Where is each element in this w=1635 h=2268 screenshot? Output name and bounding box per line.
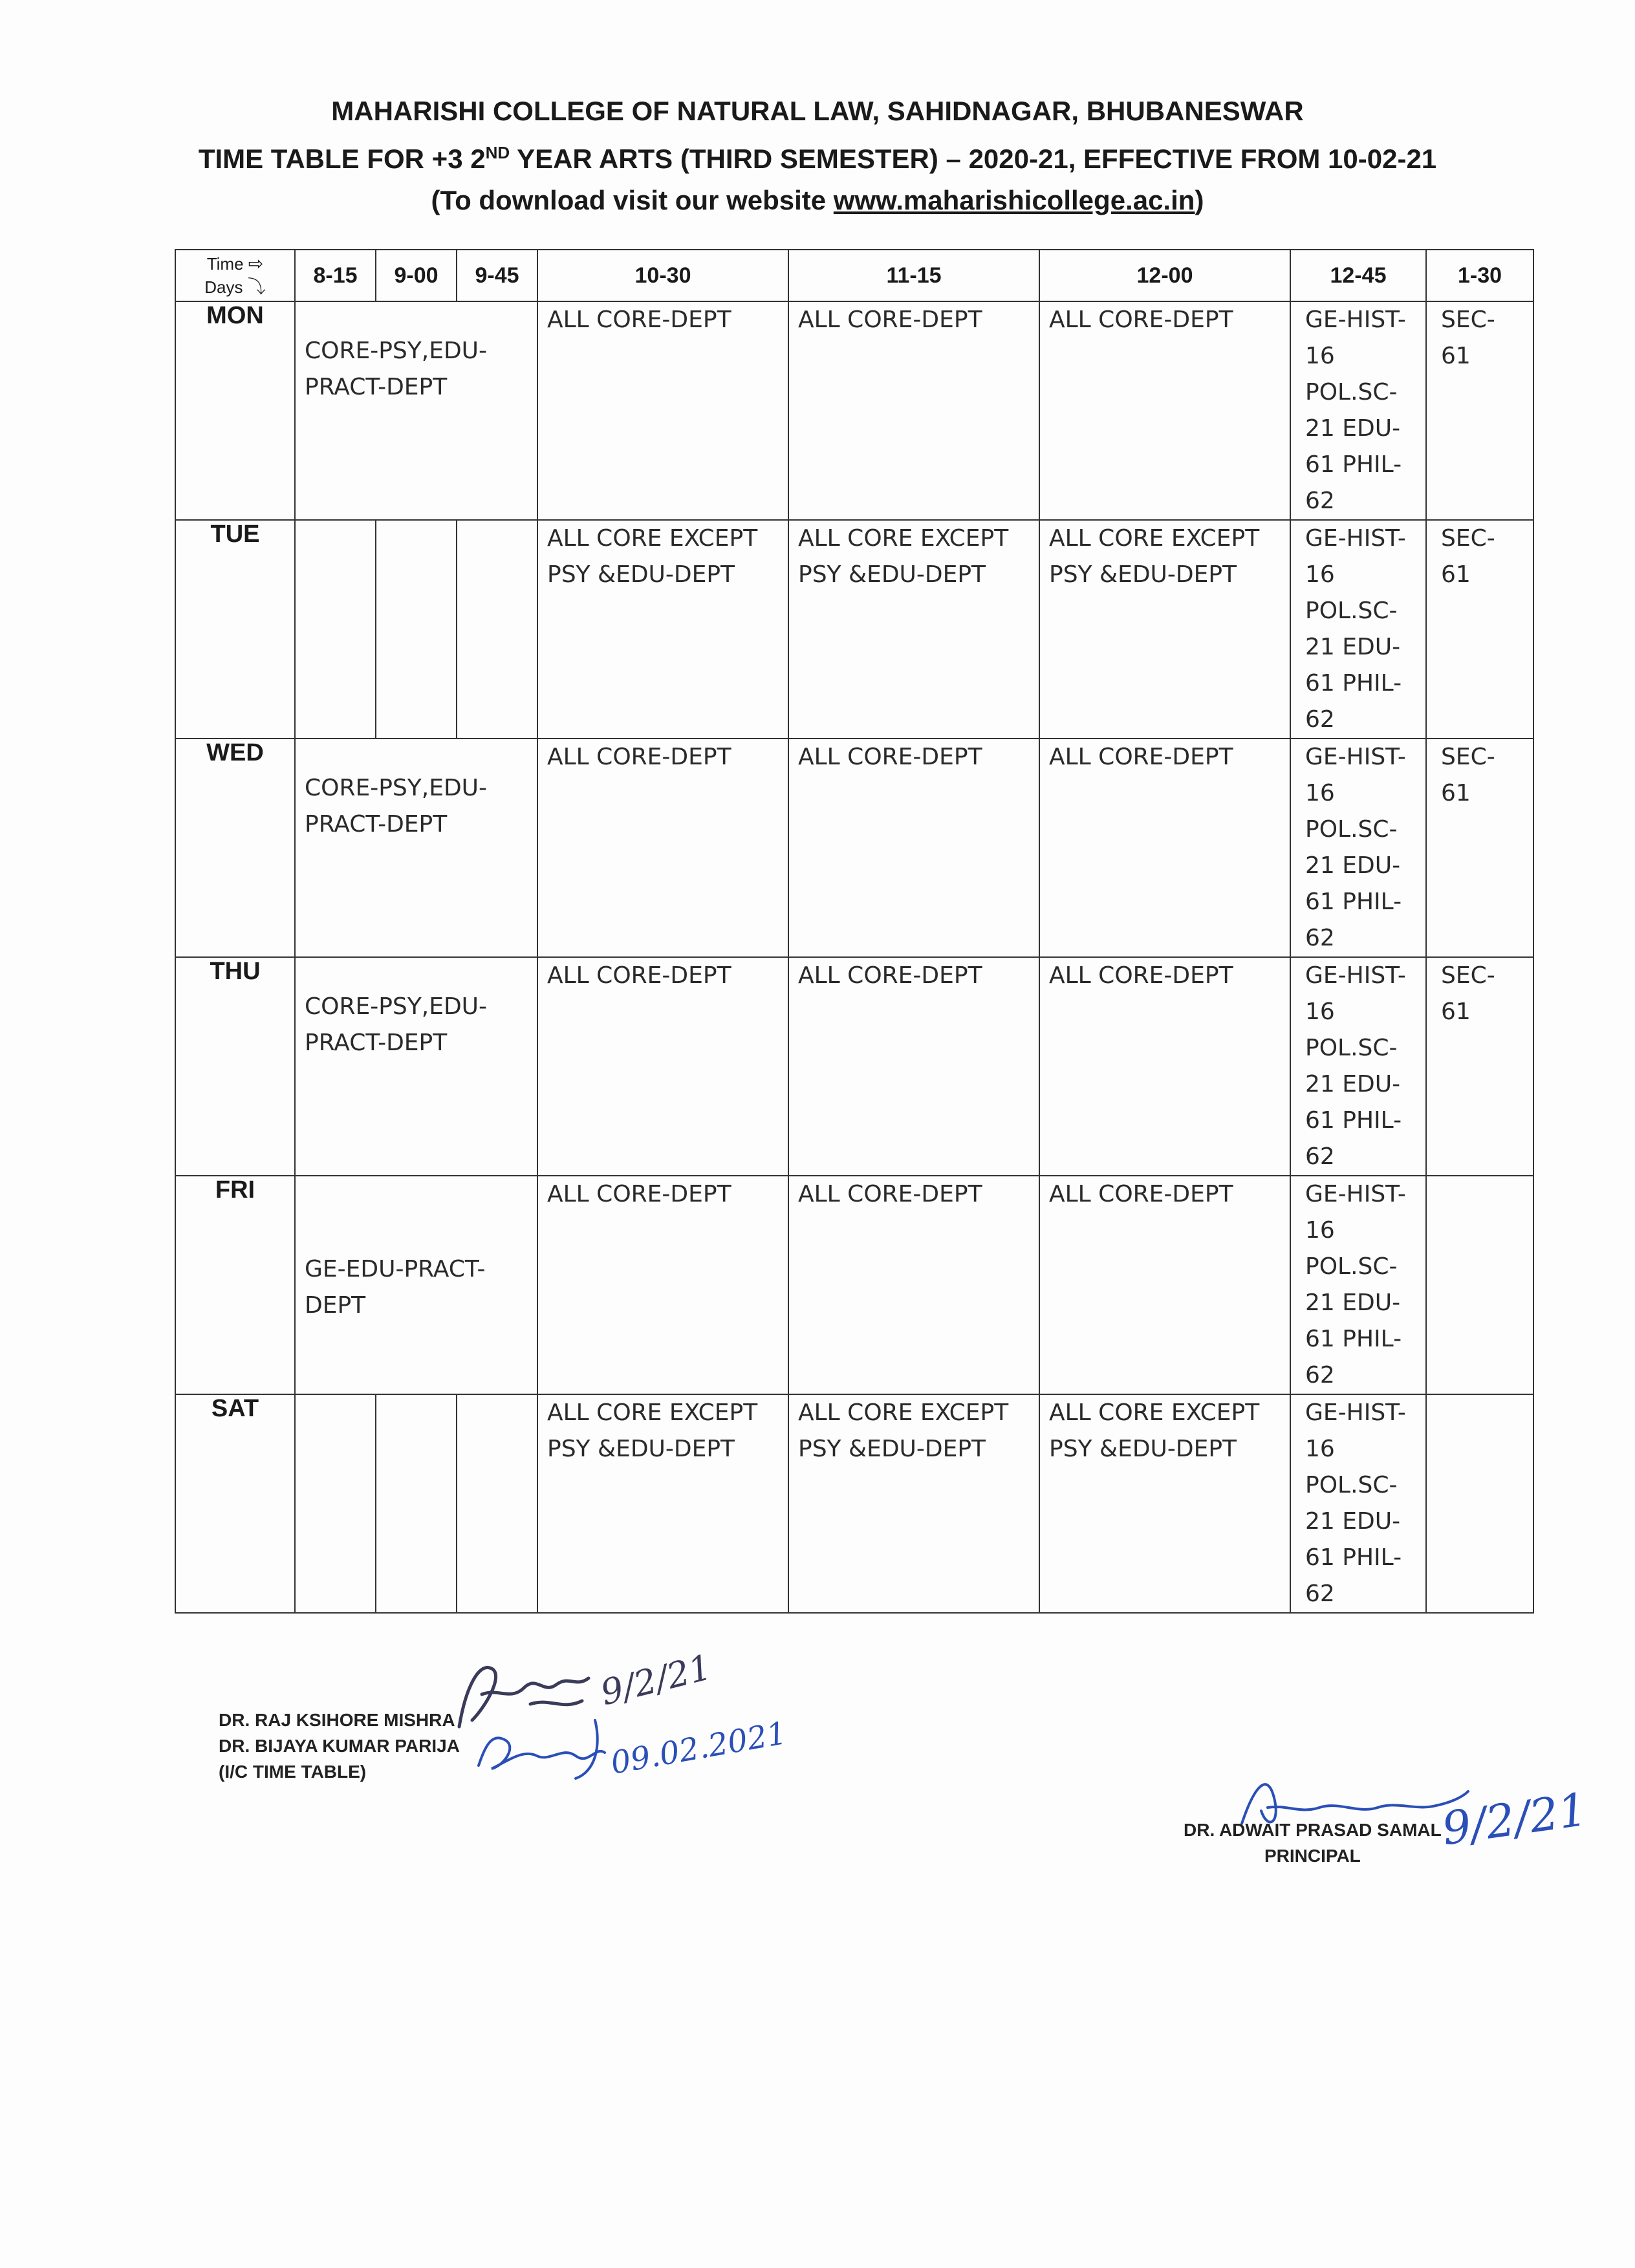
corner-time-label: Time (206, 254, 244, 274)
slot-cell (1426, 1176, 1533, 1394)
signatory-name: DR. RAJ KSIHORE MISHRA (219, 1710, 455, 1730)
col-header: 9-00 (376, 250, 457, 301)
handwritten-signature (466, 1694, 790, 1791)
slot-cell (1426, 739, 1533, 957)
morning-cell (295, 739, 537, 957)
morning-cell (295, 1176, 537, 1394)
cell-text: ALL CORE-DEPT (798, 962, 982, 989)
slot-cell (788, 520, 1039, 739)
cell-text: GE-HIST-16 POL.SC-21 EDU-61 PHIL-62 (1305, 525, 1406, 733)
cell-text: ALL CORE-DEPT (1049, 1181, 1233, 1207)
timetable (175, 249, 1534, 1614)
cell-text: ALL CORE-DEPT (798, 307, 982, 333)
empty-cell (376, 520, 457, 739)
slot-cell (788, 957, 1039, 1176)
slot-cell (788, 301, 1039, 520)
document-header (0, 91, 1635, 221)
slot-cell (1039, 520, 1290, 739)
slot-cell (537, 1176, 788, 1394)
signatory-name: DR. BIJAYA KUMAR PARIJA (219, 1736, 460, 1756)
cell-text: ALL CORE EXCEPT PSY &EDU-DEPT (547, 1399, 758, 1462)
slot-cell (1039, 957, 1290, 1176)
signatory-role: PRINCIPAL (1264, 1846, 1361, 1866)
download-prefix: (To download visit our website (431, 185, 834, 215)
cell-text: GE-EDU-PRACT-DEPT (305, 1256, 486, 1319)
day-cell: FRI (175, 1176, 295, 1394)
slot-cell (788, 1394, 1039, 1613)
header-row (175, 250, 1533, 301)
slot-cell (1039, 739, 1290, 957)
slot-cell (1039, 1176, 1290, 1394)
cell-text: SEC-61 (1441, 525, 1495, 588)
day-cell: SAT (175, 1394, 295, 1613)
col-header: 12-00 (1039, 250, 1290, 301)
morning-cell (295, 957, 537, 1176)
empty-cell (457, 520, 537, 739)
col-header: 11-15 (788, 250, 1039, 301)
slot-cell (788, 1176, 1039, 1394)
cell-text: ALL CORE-DEPT (547, 1181, 731, 1207)
title-suffix: YEAR ARTS (THIRD SEMESTER) – 2020-21, EFFECTIVE FROM 10-02-21 (510, 144, 1437, 174)
cell-text: GE-HIST-16 POL.SC-21 EDU-61 PHIL-62 (1305, 1399, 1406, 1607)
slot-cell (1290, 739, 1426, 957)
empty-cell (457, 1394, 537, 1613)
cell-text: ALL CORE-DEPT (798, 744, 982, 770)
handwritten-date: 09.02.2021 (608, 1714, 790, 1782)
title-superscript: ND (485, 143, 510, 162)
slot-cell (1426, 957, 1533, 1176)
slot-cell (1426, 1394, 1533, 1613)
table-row (175, 1394, 1533, 1613)
slot-cell (788, 739, 1039, 957)
slot-cell (537, 739, 788, 957)
corner-days-label: Days (204, 277, 243, 297)
slot-cell (537, 520, 788, 739)
table-row (175, 1176, 1533, 1394)
website-link[interactable]: www.maharishicollege.ac.in (833, 185, 1195, 215)
slot-cell (1426, 301, 1533, 520)
slot-cell (537, 301, 788, 520)
cell-text: ALL CORE-DEPT (547, 962, 731, 989)
day-cell: WED (175, 739, 295, 957)
slot-cell (1039, 1394, 1290, 1613)
cell-text: ALL CORE EXCEPT PSY &EDU-DEPT (798, 525, 1009, 588)
col-header: 8-15 (295, 250, 376, 301)
slot-cell (537, 1394, 788, 1613)
cell-text: CORE-PSY,EDU-PRACT-DEPT (305, 775, 488, 837)
empty-cell (295, 520, 376, 739)
slot-cell (1290, 301, 1426, 520)
down-arrow-icon: ⤵ (247, 277, 266, 297)
table-row (175, 301, 1533, 520)
table-row (175, 739, 1533, 957)
cell-text: ALL CORE EXCEPT PSY &EDU-DEPT (798, 1399, 1009, 1462)
cell-text: ALL CORE EXCEPT PSY &EDU-DEPT (547, 525, 758, 588)
slot-cell (537, 957, 788, 1176)
cell-text: ALL CORE EXCEPT PSY &EDU-DEPT (1049, 1399, 1260, 1462)
timetable-title (0, 132, 1635, 180)
empty-cell (376, 1394, 457, 1613)
cell-text: GE-HIST-16 POL.SC-21 EDU-61 PHIL-62 (1305, 962, 1406, 1170)
cell-text: ALL CORE-DEPT (547, 744, 731, 770)
cell-text: GE-HIST-16 POL.SC-21 EDU-61 PHIL-62 (1305, 1181, 1406, 1388)
handwritten-date: 9/2/21 (596, 1647, 716, 1714)
cell-text: CORE-PSY,EDU-PRACT-DEPT (305, 338, 488, 400)
cell-text: GE-HIST-16 POL.SC-21 EDU-61 PHIL-62 (1305, 307, 1406, 514)
signatory-role: (I/C TIME TABLE) (219, 1762, 367, 1782)
col-header: 12-45 (1290, 250, 1426, 301)
day-cell: MON (175, 301, 295, 520)
signatory-name: DR. ADWAIT PRASAD SAMAL (1184, 1820, 1442, 1840)
right-arrow-icon: ⇨ (248, 254, 264, 274)
table-row (175, 520, 1533, 739)
cell-text: GE-HIST-16 POL.SC-21 EDU-61 PHIL-62 (1305, 744, 1406, 951)
slot-cell (1039, 301, 1290, 520)
table-row (175, 957, 1533, 1176)
empty-cell (295, 1394, 376, 1613)
time-days-corner (175, 250, 295, 301)
cell-text: ALL CORE-DEPT (1049, 307, 1233, 333)
cell-text: CORE-PSY,EDU-PRACT-DEPT (305, 993, 488, 1056)
col-header: 10-30 (537, 250, 788, 301)
day-cell: TUE (175, 520, 295, 739)
college-title: MAHARISHI COLLEGE OF NATURAL LAW, SAHIDNAGAR, BHUBANESWAR (331, 96, 1304, 126)
cell-text: ALL CORE-DEPT (1049, 962, 1233, 989)
cell-text: ALL CORE-DEPT (1049, 744, 1233, 770)
cell-text: ALL CORE EXCEPT PSY &EDU-DEPT (1049, 525, 1260, 588)
day-cell: THU (175, 957, 295, 1176)
slot-cell (1426, 520, 1533, 739)
morning-cell (295, 301, 537, 520)
cell-text: ALL CORE-DEPT (798, 1181, 982, 1207)
title-prefix: TIME TABLE FOR +3 2 (198, 144, 486, 174)
cell-text: ALL CORE-DEPT (547, 307, 731, 333)
handwritten-date: 9/2/21 (1438, 1782, 1591, 1856)
cell-text: SEC-61 (1441, 307, 1495, 369)
principal-signatory (1184, 1817, 1442, 1869)
slot-cell (1290, 1394, 1426, 1613)
download-note (0, 180, 1635, 221)
slot-cell (1290, 520, 1426, 739)
slot-cell (1290, 957, 1426, 1176)
cell-text: SEC-61 (1441, 962, 1495, 1025)
left-signatories (219, 1707, 460, 1785)
cell-text: SEC-61 (1441, 744, 1495, 806)
download-suffix: ) (1195, 185, 1204, 215)
col-header: 1-30 (1426, 250, 1533, 301)
slot-cell (1290, 1176, 1426, 1394)
col-header: 9-45 (457, 250, 537, 301)
